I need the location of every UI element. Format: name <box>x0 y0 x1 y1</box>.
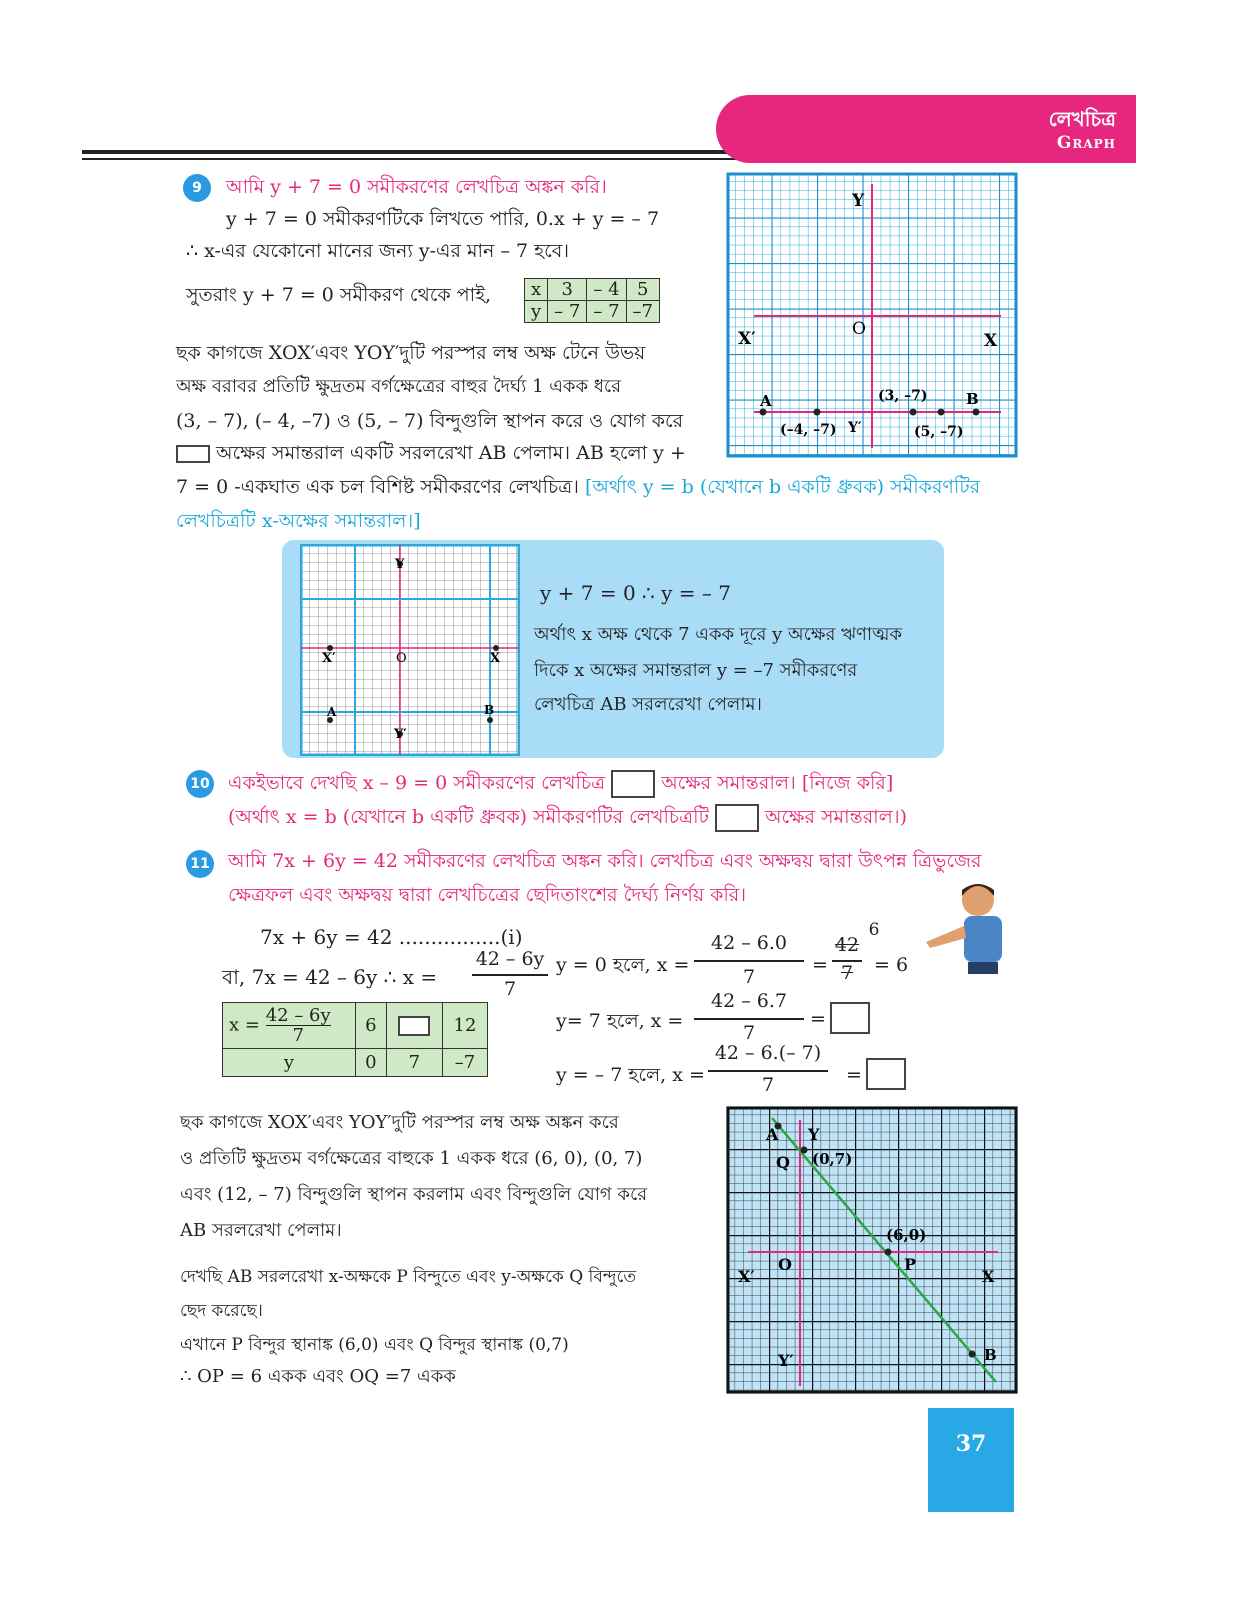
table-cell: x = $\frac{42 - 6y}{7}$ <box>223 1003 356 1049</box>
s11-para8: ∴ OP = 6 একক এবং OQ =7 একক <box>180 1366 456 1387</box>
ym7-answer-box[interactable] <box>866 1058 906 1090</box>
equals-sign: = <box>846 1064 862 1086</box>
s9-value-table <box>524 278 660 323</box>
table-cell: 12 <box>443 1003 488 1049</box>
s11-para3: এবং (12, – 7) বিন্দুগুলি স্থাপন করলাম এবং বিন্দুগুলি যোগ করে <box>180 1184 648 1205</box>
s9-line2: ∴ x-এর যেকোনো মানের জন্য y-এর মান – 7 হবে। <box>186 240 570 262</box>
y0-cancel-num: 42 <box>834 934 860 956</box>
label-point-m4-7: (–4, –7) <box>780 422 837 438</box>
label-y-prime: Y′ <box>778 1351 794 1370</box>
s11-line1: আমি 7x + 6y = 42 সমীকরণের লেখচিত্র অঙ্কন করি। লেখচিত্র এবং অক্ষদ্বয় দ্বারা উৎপন্ন ত্রিভুজের <box>228 850 982 872</box>
graph-y-plus-7 <box>726 172 1018 458</box>
label-x-prime: X′ <box>738 329 756 349</box>
s9-para3: (3, – 7), (– 4, –7) ও (5, – 7) বিন্দুগুলি স্থাপন করে ও যোগ করে <box>176 410 684 432</box>
s11-eq1: 7x + 6y = 42 ................(i) <box>260 925 523 949</box>
s11-para6: ছেদ করেছে। <box>180 1301 263 1321</box>
note-line3: লেখচিত্র AB সরলরেখা পেলাম। <box>534 694 762 715</box>
s9-line1: y + 7 = 0 সমীকরণটিকে লিখতে পারি, 0.x + y = – 7 <box>226 208 660 230</box>
section-9-number: 9 <box>183 174 211 202</box>
fraction-bar <box>694 960 804 962</box>
chapter-title-en: Graph <box>1056 133 1116 153</box>
label-b: B <box>484 703 495 717</box>
label-y-prime: Y′ <box>394 727 407 742</box>
s11-eq2: বা, 7x = 42 – 6y ∴ x = <box>222 965 438 989</box>
label-o: O <box>852 319 866 339</box>
table-cell: –7 <box>626 301 659 323</box>
y0-cancel-den: 7 <box>840 962 854 984</box>
label-b: B <box>984 1346 997 1364</box>
ym7-numerator: 42 – 6.(– 7) <box>714 1042 822 1064</box>
answer-box[interactable] <box>398 1016 430 1036</box>
label-y: Y <box>808 1125 820 1144</box>
y0-denominator: 7 <box>742 966 756 988</box>
note-line1: অর্থাৎ x অক্ষ থেকে 7 একক দূরে y অক্ষের ঋণাত্মক <box>534 624 903 645</box>
chapter-title-bn: লেখচিত্র <box>1048 107 1116 131</box>
label-q: Q <box>776 1153 790 1172</box>
answer-box[interactable] <box>715 804 759 832</box>
s11-para1: ছক কাগজে XOX′এবং YOY′দুটি পরস্পর লম্ব অক্ষ অঙ্কন করে <box>180 1112 619 1133</box>
label-y-prime: Y′ <box>848 420 862 436</box>
s11-value-table <box>222 1002 488 1077</box>
answer-box[interactable] <box>176 445 210 463</box>
s9-para1: ছক কাগজে XOX′এবং YOY′দুটি পরস্পর লম্ব অক্ষ টেনে উভয় <box>176 342 646 364</box>
fraction-bar <box>694 1018 804 1020</box>
y7-answer-box[interactable] <box>830 1002 870 1034</box>
s9-para2: অক্ষ বরাবর প্রতিটি ক্ষুদ্রতম বর্গক্ষেত্রের বাহুর দৈর্ঘ্য 1 একক ধরে <box>176 376 622 397</box>
label-a: A <box>327 705 337 719</box>
s11-para7: এখানে P বিন্দুর স্থানাঙ্ক (6,0) এবং Q বিন্দুর স্থানাঙ্ক (0,7) <box>180 1335 569 1355</box>
label-x-prime: X′ <box>322 651 336 666</box>
label-q-coord: (0,7) <box>812 1150 853 1168</box>
table-cell: y <box>223 1049 356 1077</box>
boy-illustration <box>918 878 1014 974</box>
label-x: X <box>982 1267 995 1286</box>
note-line2: দিকে x অক্ষের সমান্তরাল y = –7 সমীকরণের <box>534 660 858 681</box>
label-o: O <box>778 1255 792 1274</box>
table-cell: 0 <box>356 1049 387 1077</box>
section-11-number: 11 <box>186 850 214 878</box>
table-cell: – 7 <box>587 301 626 323</box>
table-cell: – 7 <box>548 301 587 323</box>
y0-result: = 6 <box>874 954 909 976</box>
label-a: A <box>760 392 772 410</box>
s9-para6: লেখচিত্রটি x-অক্ষের সমান্তরাল।] <box>176 510 421 532</box>
header-rule-thick <box>82 150 742 154</box>
y7-numerator: 42 – 6.7 <box>711 990 787 1012</box>
s9-line3: সুতরাং y + 7 = 0 সমীকরণ থেকে পাই, <box>186 284 492 306</box>
answer-box[interactable] <box>611 770 655 798</box>
note-graph <box>300 544 520 756</box>
label-x: X <box>490 651 501 666</box>
label-x-prime: X′ <box>738 1267 755 1286</box>
header-rule-thin <box>82 158 742 160</box>
s11-para5: দেখছি AB সরলরেখা x-অক্ষকে P বিন্দুতে এবং y-অক্ষকে Q বিন্দুতে <box>180 1267 637 1287</box>
table-cell: 6 <box>356 1003 387 1049</box>
s11-ym7-label: y = – 7 হলে, x = <box>556 1064 705 1086</box>
frac-denominator: 7 <box>503 978 517 1000</box>
table-cell: 7 <box>386 1049 442 1077</box>
fraction-bar <box>708 1070 828 1072</box>
chapter-tab <box>716 95 1136 163</box>
table-cell: y <box>525 301 548 323</box>
s11-y7-label: y= 7 হলে, x = <box>556 1010 684 1032</box>
s10-line1: একইভাবে দেখছি x – 9 = 0 সমীকরণের লেখচিত্র অক্ষের সমান্তরাল। [নিজে করি] <box>228 770 893 798</box>
ym7-denominator: 7 <box>761 1074 775 1096</box>
s9-heading: আমি y + 7 = 0 সমীকরণের লেখচিত্র অঙ্কন করি। <box>226 176 607 198</box>
s10-line2: (অর্থাৎ x = b (যেখানে b একটি ধ্রুবক) সমীকরণটির লেখচিত্রটি অক্ষের সমান্তরাল।) <box>228 804 907 832</box>
label-o: O <box>396 651 407 666</box>
label-point-3-7: (3, –7) <box>878 388 928 404</box>
y0-cancel-result: 6 <box>868 920 880 940</box>
s9-para5: 7 = 0 -একঘাত এক চল বিশিষ্ট সমীকরণের লেখচিত্র। [অর্থাৎ y = b (যেখানে b একটি ধ্রুবক) সমীকরণটির <box>176 476 981 498</box>
equals-sign: = <box>810 1008 826 1030</box>
s11-y0-label: y = 0 হলে, x = <box>556 954 690 976</box>
page-number: 37 <box>928 1408 1014 1512</box>
y0-numerator: 42 – 6.0 <box>711 932 787 954</box>
table-cell: – 4 <box>587 279 626 301</box>
label-p: P <box>904 1255 917 1274</box>
table-cell: x <box>525 279 548 301</box>
s9-para4: অক্ষের সমান্তরাল একটি সরলরেখা AB পেলাম। AB হলো y + <box>176 442 686 464</box>
table-cell: –7 <box>443 1049 488 1077</box>
label-x: X <box>984 331 998 351</box>
s11-para4: AB সরলরেখা পেলাম। <box>180 1220 342 1241</box>
s11-para2: ও প্রতিটি ক্ষুদ্রতম বর্গক্ষেত্রের বাহুকে 1 একক ধরে (6, 0), (0, 7) <box>180 1148 643 1169</box>
label-y: Y <box>852 191 865 211</box>
frac-numerator: 42 – 6y <box>475 948 545 970</box>
s11-line2: ক্ষেত্রফল এবং অক্ষদ্বয় দ্বারা লেখচিত্রের ছেদিতাংশের দৈর্ঘ্য নির্ণয় করি। <box>228 884 747 906</box>
label-y: Y <box>395 557 405 572</box>
table-cell <box>386 1003 442 1049</box>
section-10-number: 10 <box>186 770 214 798</box>
label-a: A <box>766 1125 779 1144</box>
label-b: B <box>966 390 979 408</box>
label-p-coord: (6,0) <box>886 1226 927 1244</box>
table-cell: 5 <box>626 279 659 301</box>
y7-denominator: 7 <box>742 1022 756 1044</box>
graph-7x-6y-42 <box>726 1106 1018 1394</box>
note-equation: y + 7 = 0 ∴ y = – 7 <box>540 581 731 605</box>
fraction-bar <box>472 974 548 976</box>
label-point-5-7: (5, –7) <box>914 424 964 440</box>
table-cell: 3 <box>548 279 587 301</box>
equals-sign: = <box>812 954 828 976</box>
